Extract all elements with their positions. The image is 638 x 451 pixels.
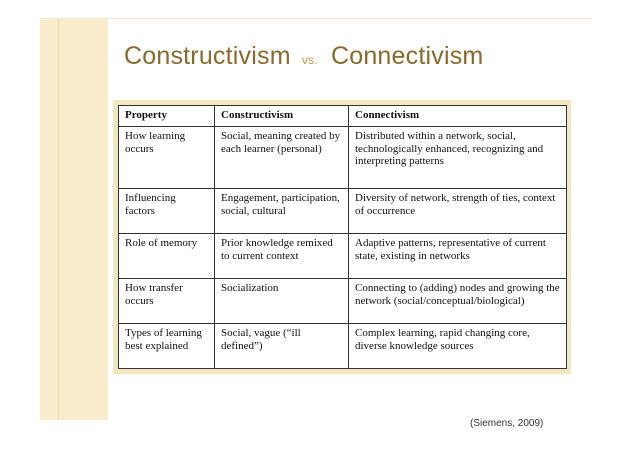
title-left: Constructivism <box>124 42 291 70</box>
cell-property: Role of memory <box>119 234 215 279</box>
header-constructivism: Constructivism <box>215 106 349 127</box>
cell-connectivism: Complex learning, rapid changing core, diverse knowledge sources <box>349 324 567 369</box>
table-row <box>119 234 567 279</box>
cell-connectivism: Distributed within a network, social, technologically enhanced, recognizing and interpreting patterns <box>349 127 567 189</box>
table-row <box>119 279 567 324</box>
table-row <box>119 324 567 369</box>
table-row <box>119 189 567 234</box>
cell-constructivism: Social, meaning created by each learner (personal) <box>215 127 349 189</box>
title-right: Connectivism <box>330 42 484 70</box>
header-property: Property <box>119 106 215 127</box>
cell-property: Types of learning best explained <box>119 324 215 369</box>
cell-connectivism: Diversity of network, strength of ties, context of occurrence <box>349 189 567 234</box>
comparison-table-frame <box>113 100 571 374</box>
cell-constructivism: Engagement, participation, social, cultural <box>215 189 349 234</box>
table-header-row <box>119 106 567 127</box>
cell-connectivism: Connecting to (adding) nodes and growing the network (social/conceptual/biological) <box>349 279 567 324</box>
decorative-top-rule <box>40 18 592 19</box>
comparison-table <box>118 105 567 369</box>
cell-constructivism: Social, vague (“ill defined”) <box>215 324 349 369</box>
cell-property: How transfer occurs <box>119 279 215 324</box>
slide-title <box>124 42 483 82</box>
title-vs: vs. <box>301 53 318 67</box>
citation: (Siemens, 2009) <box>470 418 544 429</box>
cell-connectivism: Adaptive patterns, representative of current state, existing in networks <box>349 234 567 279</box>
cell-constructivism: Prior knowledge remixed to current context <box>215 234 349 279</box>
cell-property: Influencing factors <box>119 189 215 234</box>
header-connectivism: Connectivism <box>349 106 567 127</box>
decorative-side-band <box>40 18 108 420</box>
cell-property: How learning occurs <box>119 127 215 189</box>
cell-constructivism: Socialization <box>215 279 349 324</box>
table-row <box>119 127 567 189</box>
decorative-band-line <box>58 18 59 420</box>
